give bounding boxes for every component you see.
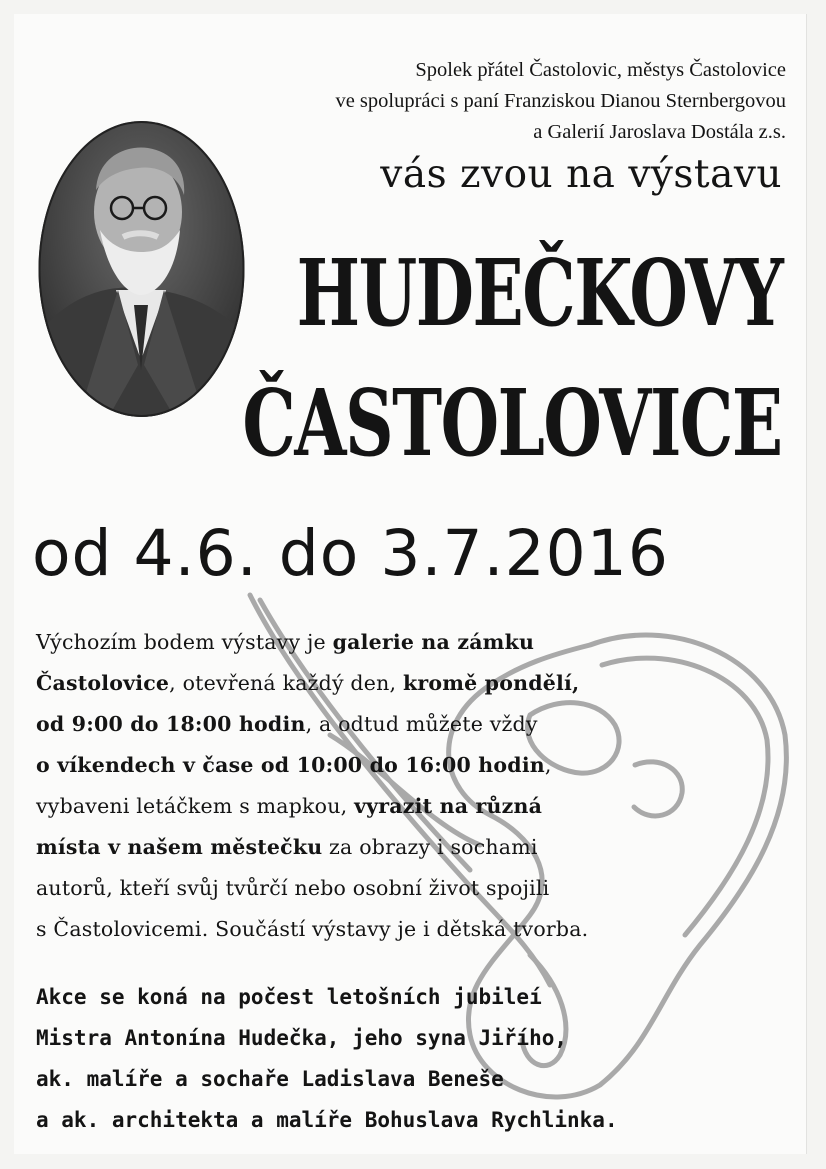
text-run: vybaveni letáčkem s mapkou, <box>36 794 355 818</box>
text-run: , a odtud můžete vždy <box>305 712 538 736</box>
note-line: ak. malíře a sochaře Ladislava Beneše <box>36 1067 504 1091</box>
invite-heading: vás zvou na výstavu <box>380 152 782 197</box>
description-paragraph <box>36 622 796 950</box>
text-run-bold: o víkendech v čase od 10:00 do 16:00 hodin <box>36 753 545 777</box>
text-run: autorů, kteří svůj tvůrčí nebo osobní život spojili <box>36 876 550 900</box>
note-line: Mistra Antonína Hudečka, jeho syna Jiřího, <box>36 1026 568 1050</box>
text-run-bold: Častolovice <box>36 671 170 695</box>
note-line: Akce se koná na počest letošních jubileí <box>36 985 542 1009</box>
organizers-line: a Galerií Jaroslava Dostála z.s. <box>533 121 786 143</box>
exhibition-dates: od 4.6. do 3.7.2016 <box>32 517 669 590</box>
text-run: za obrazy i sochami <box>322 835 538 859</box>
text-run-bold: galerie na zámku <box>332 630 535 654</box>
text-run-bold: od 9:00 do 18:00 hodin <box>36 712 306 736</box>
note-line: a ak. architekta a malíře Bohuslava Rychlinka. <box>36 1108 618 1132</box>
text-run-bold: místa v našem městečku <box>36 835 323 859</box>
text-run: s Častolovicemi. Součástí výstavy je i dětská tvorba. <box>36 917 589 941</box>
portrait-photo-icon <box>38 120 245 418</box>
organizers-block <box>226 55 786 148</box>
organizers-line: Spolek přátel Častolovic, městys Častolovice <box>415 59 786 81</box>
text-run: Výchozím bodem výstavy je <box>36 630 333 654</box>
text-run-bold: kromě pondělí, <box>402 671 580 695</box>
exhibition-title-line: HUDEČKOVY <box>296 239 782 347</box>
exhibition-title-line: ČASTOLOVICE <box>242 369 782 477</box>
text-run: , otevřená každý den, <box>169 671 403 695</box>
organizers-line: ve spolupráci s paní Franziskou Dianou Sternbergovou <box>335 90 786 112</box>
jubilee-note <box>36 977 796 1141</box>
text-run: , <box>544 753 552 777</box>
text-run-bold: vyrazit na různá <box>354 794 543 818</box>
